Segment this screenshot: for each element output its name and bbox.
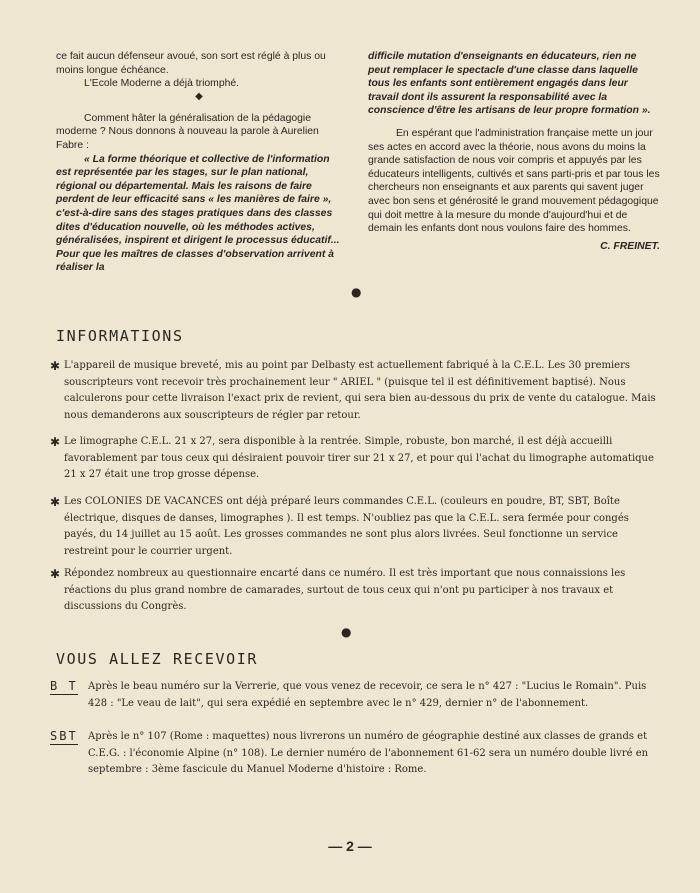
recevoir-item-bt (50, 679, 660, 712)
sbt-code: SBT (50, 729, 78, 743)
info-item-text: Le limographe C.E.L. 21 x 27, sera disponible à la rentrée. Simple, robuste, bon marché, il est déjà accueilli favorablement par tous ceux qui désiraient pouvoir tirer sur 21 x 27, et pour qui l'achat du limographe automatique 21 x 27 était une trop grosse dépense. (64, 436, 654, 481)
signature: C. FREINET. (600, 240, 660, 252)
left-column (56, 50, 342, 275)
diamond-separator: ◆ (195, 90, 203, 102)
recevoir-heading: VOUS ALLEZ RECEVOIR (56, 650, 258, 668)
asterisk-icon: ✱ (50, 435, 61, 449)
left-quote: « La forme théorique et collective de l'information est représentée par les stages, sur le plan national, régional ou départemental. Mais les raisons de faire perdent de leur efficacité sans « les manières de faire », c'est-à-dire sans des stages pratiques dans des classes dites d'éducation nouvelle, où les méthodes actives, généralisées, inspirent et dirigent le processus éducatif... Pour que les maîtres de classes d'observation arrivent à réaliser la (56, 153, 340, 274)
info-item-text: Répondez nombreux au questionnaire encarté dans ce numéro. Il est très important que nous connaissions les réactions du plus grand nombre de camarades, surtout de tous ceux qui n'ont pu participer à nos travaux et discussions du Congrès. (64, 568, 626, 613)
informations-heading: INFORMATIONS (56, 327, 184, 345)
left-paragraph-1: ce fait aucun défenseur avoué, son sort est réglé à plus ou moins longue échéance. (56, 51, 326, 76)
right-quote-continued: difficile mutation d'enseignants en éducateurs, rien ne peut remplacer le spectacle d'une classe dans laquelle tous les enfants sont entièrement engagés dans leur travail dont ils assurent la responsabilité avec la conscience d'être les artisans de leur propre formation ». (368, 51, 651, 117)
right-column (368, 50, 660, 253)
page-number: — 2 — (328, 838, 372, 854)
sbt-text: Après le n° 107 (Rome : maquettes) nous livrerons un numéro de géographie destiné aux classes de grands et C.E.G. : l'économie Alpine (n° 108). Le dernier numéro de l'abonnement 61-62 sera un numéro double livré en septembre : 3ème fascicule du Manuel Moderne d'histoire : Rome. (88, 731, 649, 776)
section-bullet-2: ● (341, 625, 352, 639)
info-item-text: Les COLONIES DE VACANCES ont déjà préparé leurs commandes C.E.L. (couleurs en poudre, BT, SBT, Boîte électrique, disques de danses, limographes ). Il est temps. N'oubliez pas que la C.E.L. sera fermée pour congés payés, du 14 juillet au 15 août. Les grosses commandes ne sont plus alors livrées. Seul fonctionne un service restreint pour le courrier urgent. (64, 496, 629, 557)
info-item (50, 566, 660, 616)
asterisk-icon: ✱ (50, 567, 61, 581)
asterisk-icon: ✱ (50, 495, 61, 509)
section-bullet-1: ● (351, 285, 362, 299)
info-item (50, 358, 660, 424)
recevoir-item-sbt (50, 729, 660, 779)
bt-code: B T (50, 679, 78, 693)
info-item (50, 434, 660, 484)
info-item (50, 494, 660, 560)
bt-text: Après le beau numéro sur la Verrerie, que vous venez de recevoir, ce sera le n° 427 : "Lucius le Romain". Puis 428 : "Le veau de lait", qui sera expédié en septembre avec le n° 429, dernier n° de l'abonnement. (88, 681, 647, 709)
left-paragraph-2: L'Ecole Moderne a déjà triomphé. (84, 78, 240, 90)
right-paragraph-1: En espérant que l'administration française mette un jour ses actes en accord avec la théorie, nous avons du moins la grande satisfaction de nous voir compris et appuyés par les éducateurs intelligents, cultivés et sans parti-pris et par tous les chercheurs non enseignants et aux parents qui savent juger avec bon sens et générosité le grand mouvement pédagogique qui doit mettre à la mesure du monde d'aujourd'hui et de demain les enfants dont nous voulons faire des hommes. (368, 127, 660, 235)
left-paragraph-3: Comment hâter la généralisation de la pédagogie moderne ? Nous donnons à nouveau la parole à Aurelien Fabre : (56, 112, 319, 151)
info-item-text: L'appareil de musique breveté, mis au point par Delbasty est actuellement fabriqué à la C.E.L. Les 30 premiers souscripteurs vont recevoir très prochainement leur " ARIEL " (puisque tel il est définitivement baptisé). Nous calculerons pour cette livraison l'exact prix de revient, qui sera bien au-dessous du prix de vente du catalogue. Mais nous demanderons aux souscripteurs de régler par retour. (64, 360, 656, 421)
asterisk-icon: ✱ (50, 359, 61, 373)
